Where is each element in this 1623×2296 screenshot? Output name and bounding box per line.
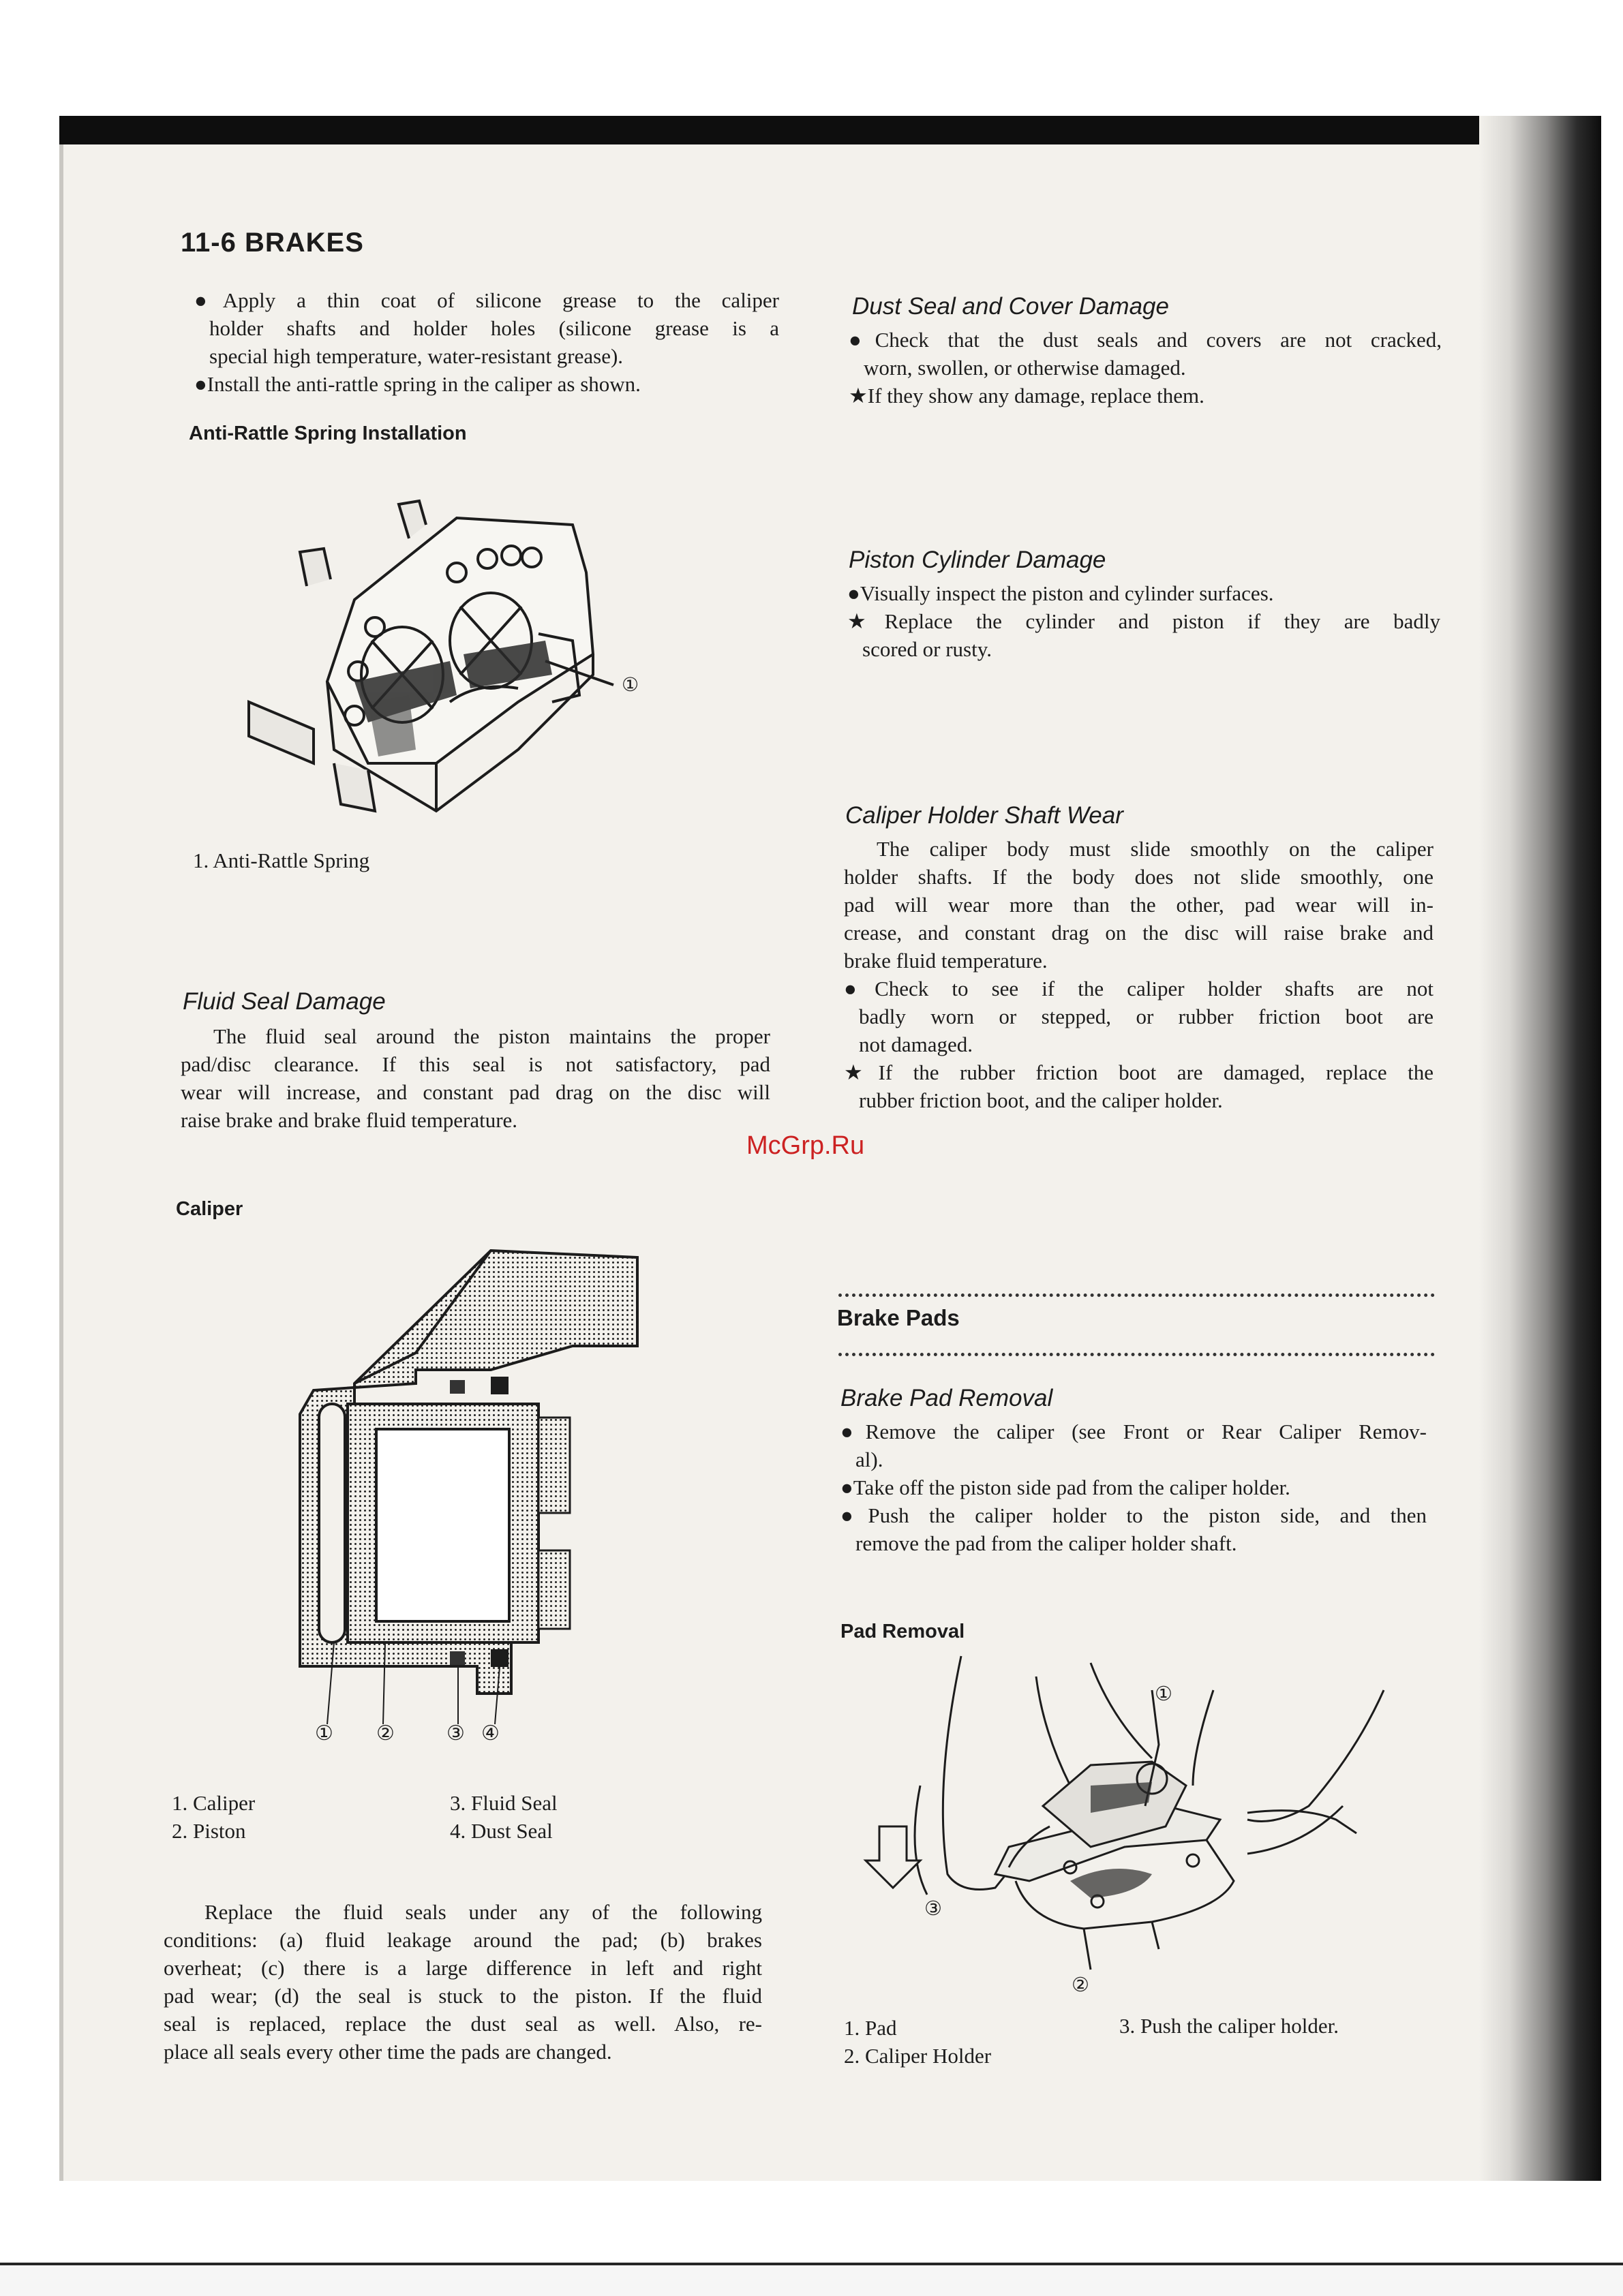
- legend-item: 2. Caliper Holder: [844, 2044, 992, 2068]
- shaft-wear-paragraph: [844, 835, 1434, 1114]
- page-footer-strip: [0, 2263, 1623, 2296]
- shaft-wear-line: not damaged.: [859, 1032, 973, 1056]
- dotted-rule-top: [838, 1294, 1435, 1297]
- scan-left-edge: [59, 144, 63, 2181]
- replace-line: Replace the fluid seals under any of the following: [204, 1900, 762, 1924]
- fluid-seal-line: wear will increase, and constant pad drag on the disc will: [181, 1080, 770, 1104]
- dust-seal-line: worn, swollen, or otherwise damaged.: [864, 356, 1186, 380]
- pad-removal-illustration: [866, 1649, 1404, 2004]
- pad-removal-legend-right: [1119, 2012, 1339, 2040]
- pad-removal-paragraph: [840, 1418, 1427, 1557]
- legend-item: 4. Dust Seal: [450, 1819, 553, 1843]
- callout-1-pad: ①: [1155, 1683, 1172, 1705]
- figure-caption-pad-removal: Pad Removal: [840, 1621, 965, 1642]
- callout-4-dust-seal: ④: [481, 1722, 500, 1745]
- section-heading-piston-cylinder: Piston Cylinder Damage: [849, 547, 1106, 573]
- dust-seal-line: ★If they show any damage, replace them.: [849, 384, 1204, 408]
- scan-top-border: [59, 116, 1601, 144]
- dust-seal-line: ●Check that the dust seals and covers are not cracked,: [849, 328, 1442, 352]
- book-spine-shadow: [1479, 116, 1601, 2181]
- legend-item: 1. Caliper: [172, 1791, 256, 1815]
- callout-1-anti-rattle: ①: [622, 675, 639, 696]
- piston-cylinder-paragraph: [847, 579, 1440, 663]
- shaft-wear-line: The caliper body must slide smoothly on the caliper: [877, 837, 1434, 861]
- fluid-seal-line: raise brake and brake fluid temperature.: [181, 1108, 518, 1132]
- shaft-wear-line: ★If the rubber friction boot are damaged, replace the: [844, 1060, 1434, 1084]
- intro-paragraph: [194, 286, 779, 398]
- piston-cylinder-line: ★Replace the cylinder and piston if they are badly: [847, 609, 1440, 633]
- piston-cylinder-line: scored or rusty.: [862, 637, 992, 661]
- figure-caption-caliper: Caliper: [176, 1198, 243, 1220]
- pad-removal-line: ●Push the caliper holder to the piston side, and then: [840, 1503, 1427, 1527]
- shaft-wear-line: rubber friction boot, and the caliper holder.: [859, 1088, 1223, 1112]
- callout-1-caliper: ①: [315, 1722, 333, 1745]
- caliper-cross-section-illustration: [286, 1251, 654, 1707]
- page-footer-rule: [0, 2263, 1623, 2265]
- callout-3-fluid-seal: ③: [446, 1722, 465, 1745]
- pad-removal-line: remove the pad from the caliper holder shaft.: [855, 1531, 1237, 1555]
- pad-removal-line: ●Take off the piston side pad from the caliper holder.: [840, 1475, 1290, 1499]
- callout-2-piston: ②: [376, 1722, 395, 1745]
- section-heading-fluid-seal: Fluid Seal Damage: [183, 988, 386, 1015]
- anti-rattle-spring-illustration: [232, 477, 654, 831]
- fluid-seal-paragraph: [181, 1022, 770, 1134]
- section-heading-dust-seal: Dust Seal and Cover Damage: [852, 293, 1169, 320]
- replace-line: conditions: (a) fluid leakage around the pad; (b) brakes: [164, 1928, 762, 1952]
- section-heading-pad-removal: Brake Pad Removal: [840, 1385, 1053, 1411]
- watermark: McGrp.Ru: [746, 1131, 865, 1160]
- intro-line: ●Install the anti-rattle spring in the caliper as shown.: [194, 372, 641, 396]
- fluid-seal-line: The fluid seal around the piston maintains the proper: [213, 1024, 770, 1048]
- legend-item: 2. Piston: [172, 1819, 246, 1843]
- shaft-wear-line: pad will wear more than the other, pad wear will in-: [844, 893, 1434, 917]
- shaft-wear-line: badly worn or stepped, or rubber friction boot are: [859, 1005, 1434, 1028]
- replace-line: pad wear; (d) the seal is stuck to the piston. If the fluid: [164, 1984, 762, 2008]
- legend-item: 1. Pad: [844, 2016, 897, 2040]
- fluid-seal-line: pad/disc clearance. If this seal is not satisfactory, pad: [181, 1052, 770, 1076]
- legend-item: 3. Push the caliper holder.: [1119, 2014, 1339, 2038]
- page-title: 11-6 BRAKES: [181, 228, 364, 258]
- dust-seal-paragraph: [849, 326, 1442, 410]
- shaft-wear-line: crease, and constant drag on the disc will raise brake and: [844, 921, 1434, 945]
- callout-3-push: ③: [924, 1898, 942, 1920]
- piston-cylinder-line: ●Visually inspect the piston and cylinder surfaces.: [847, 581, 1274, 605]
- figure-caption-anti-rattle: Anti-Rattle Spring Installation: [189, 423, 467, 444]
- caliper-legend-right: [450, 1789, 558, 1845]
- section-heading-shaft-wear: Caliper Holder Shaft Wear: [845, 802, 1123, 829]
- legend-item: 3. Fluid Seal: [450, 1791, 558, 1815]
- replace-seals-paragraph: [164, 1898, 762, 2066]
- intro-line: special high temperature, water-resistant grease).: [209, 344, 624, 368]
- shaft-wear-line: holder shafts. If the body does not slide smoothly, one: [844, 865, 1434, 889]
- callout-2-caliper-holder: ②: [1072, 1974, 1089, 1996]
- section-title-brake-pads: Brake Pads: [837, 1305, 960, 1330]
- caliper-legend-left: [172, 1789, 255, 1845]
- dotted-rule-bottom: [838, 1353, 1435, 1356]
- pad-removal-line: ●Remove the caliper (see Front or Rear Caliper Remov-: [840, 1420, 1427, 1443]
- replace-line: place all seals every other time the pads are changed.: [164, 2040, 612, 2064]
- shaft-wear-line: brake fluid temperature.: [844, 949, 1048, 973]
- replace-line: overheat; (c) there is a large difference in left and right: [164, 1956, 762, 1980]
- intro-line: ●Apply a thin coat of silicone grease to the caliper: [194, 288, 779, 312]
- shaft-wear-line: ●Check to see if the caliper holder shafts are not: [844, 977, 1434, 1000]
- legend-anti-rattle-spring: 1. Anti-Rattle Spring: [193, 848, 370, 872]
- pad-removal-line: al).: [855, 1448, 883, 1471]
- intro-line: holder shafts and holder holes (silicone grease is a: [209, 316, 779, 340]
- pad-removal-legend-left: [844, 2014, 991, 2070]
- replace-line: seal is replaced, replace the dust seal as well. Also, re-: [164, 2012, 762, 2036]
